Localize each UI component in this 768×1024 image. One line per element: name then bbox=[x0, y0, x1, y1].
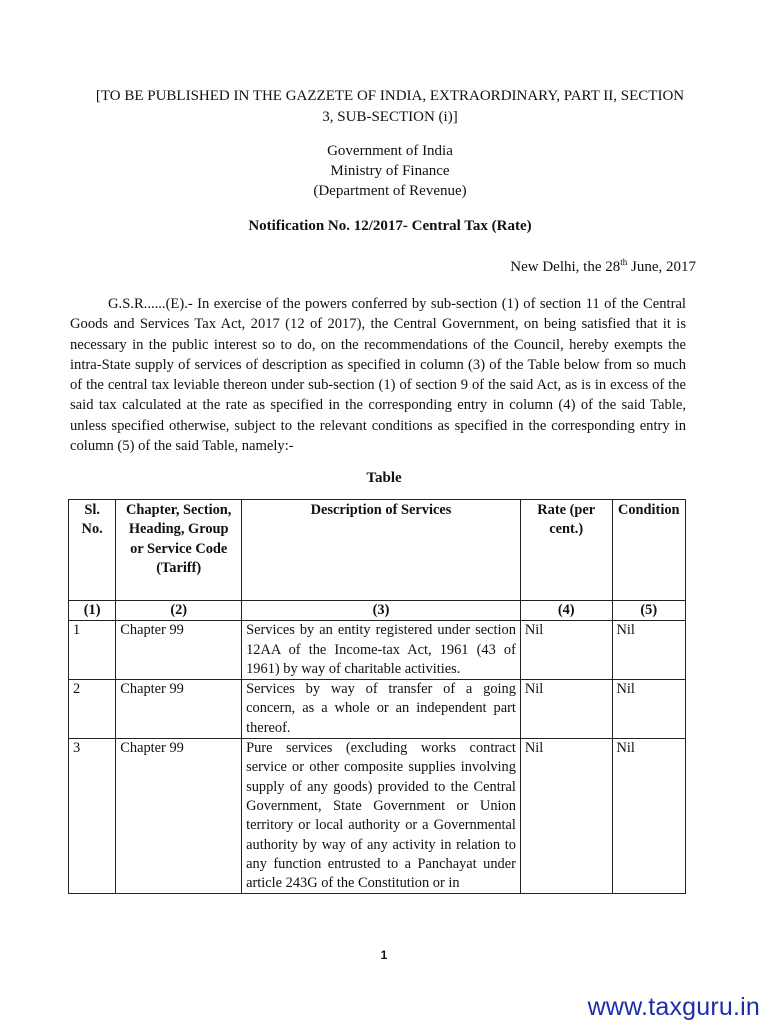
header-rate: Rate (per cent.) bbox=[520, 500, 612, 601]
issuing-authority bbox=[60, 141, 720, 201]
row-rate: Nil bbox=[520, 739, 612, 894]
row-sl: 1 bbox=[69, 621, 116, 680]
table-row bbox=[69, 739, 686, 894]
row-rate: Nil bbox=[520, 680, 612, 739]
gazette-header bbox=[60, 86, 720, 128]
row-chapter: Chapter 99 bbox=[116, 680, 242, 739]
column-number: (1) bbox=[69, 601, 116, 621]
site-watermark: www.taxguru.in bbox=[587, 993, 760, 1021]
notification-title: Notification No. 12/2017- Central Tax (Rate) bbox=[248, 218, 532, 234]
row-condition: Nil bbox=[612, 680, 686, 739]
table-title: Table bbox=[366, 470, 402, 486]
column-number-row bbox=[69, 601, 686, 621]
gazette-header-line-2: 3, SUB-SECTION (i)] bbox=[322, 109, 458, 125]
column-number: (3) bbox=[242, 601, 521, 621]
date-suffix: June, 2017 bbox=[627, 259, 696, 275]
government-line: Government of India bbox=[327, 143, 453, 159]
row-description: Services by way of transfer of a going concern, as a whole or an independent part thereof. bbox=[242, 680, 521, 739]
notification-date bbox=[510, 257, 696, 276]
header-condition: Condition bbox=[612, 500, 686, 601]
row-condition: Nil bbox=[612, 739, 686, 894]
table-row bbox=[69, 680, 686, 739]
row-sl: 3 bbox=[69, 739, 116, 894]
table-header-row bbox=[69, 500, 686, 601]
row-chapter: Chapter 99 bbox=[116, 621, 242, 680]
header-chapter: Chapter, Section, Heading, Group or Service Code (Tariff) bbox=[116, 500, 242, 601]
date-superscript: th bbox=[620, 257, 628, 267]
row-sl: 2 bbox=[69, 680, 116, 739]
table-row bbox=[69, 621, 686, 680]
body-paragraph: G.S.R......(E).- In exercise of the powers conferred by sub-section (1) of section 11 of the Central Goods and Services Tax Act, 2017 (12 of 2017), the Central Government, on being satisfied that it is necessary in the public interest so to do, on the recommendations of the Council, hereby exempts the intra-State supply of services of description as specified in column (3) of the Table below from so much of the central tax leviable thereon under sub-section (1) of section 9 of the said Act, as is in excess of the said tax calculated at the rate as specified in the corresponding entry in column (4) of the said Table, unless specified otherwise, subject to the relevant conditions as specified in the corresponding entry in column (5) of the said Table, namely:- bbox=[70, 296, 686, 455]
page-number: 1 bbox=[380, 948, 388, 962]
row-description: Services by an entity registered under section 12AA of the Income-tax Act, 1961 (43 of 1961) by way of charitable activities. bbox=[242, 621, 521, 680]
department-line: (Department of Revenue) bbox=[313, 183, 467, 199]
row-condition: Nil bbox=[612, 621, 686, 680]
ministry-line: Ministry of Finance bbox=[330, 163, 450, 179]
row-description: Pure services (excluding works contract service or other composite supplies involving supply of any goods) provided to the Central Government, State Government or Union territory or local authority or a Governmental authority by way of any activity in relation to any function entrusted to a Panchayat under article 243G of the Constitution or in bbox=[242, 739, 521, 894]
header-description: Description of Services bbox=[242, 500, 521, 601]
column-number: (2) bbox=[116, 601, 242, 621]
gazette-header-line-1: [TO BE PUBLISHED IN THE GAZZETE OF INDIA, EXTRAORDINARY, PART II, SECTION bbox=[95, 88, 685, 104]
date-prefix: New Delhi, the 28 bbox=[510, 259, 621, 275]
column-number: (4) bbox=[520, 601, 612, 621]
header-sl-no: Sl. No. bbox=[69, 500, 116, 601]
column-number: (5) bbox=[612, 601, 686, 621]
row-chapter: Chapter 99 bbox=[116, 739, 242, 894]
services-table bbox=[68, 499, 686, 894]
row-rate: Nil bbox=[520, 621, 612, 680]
